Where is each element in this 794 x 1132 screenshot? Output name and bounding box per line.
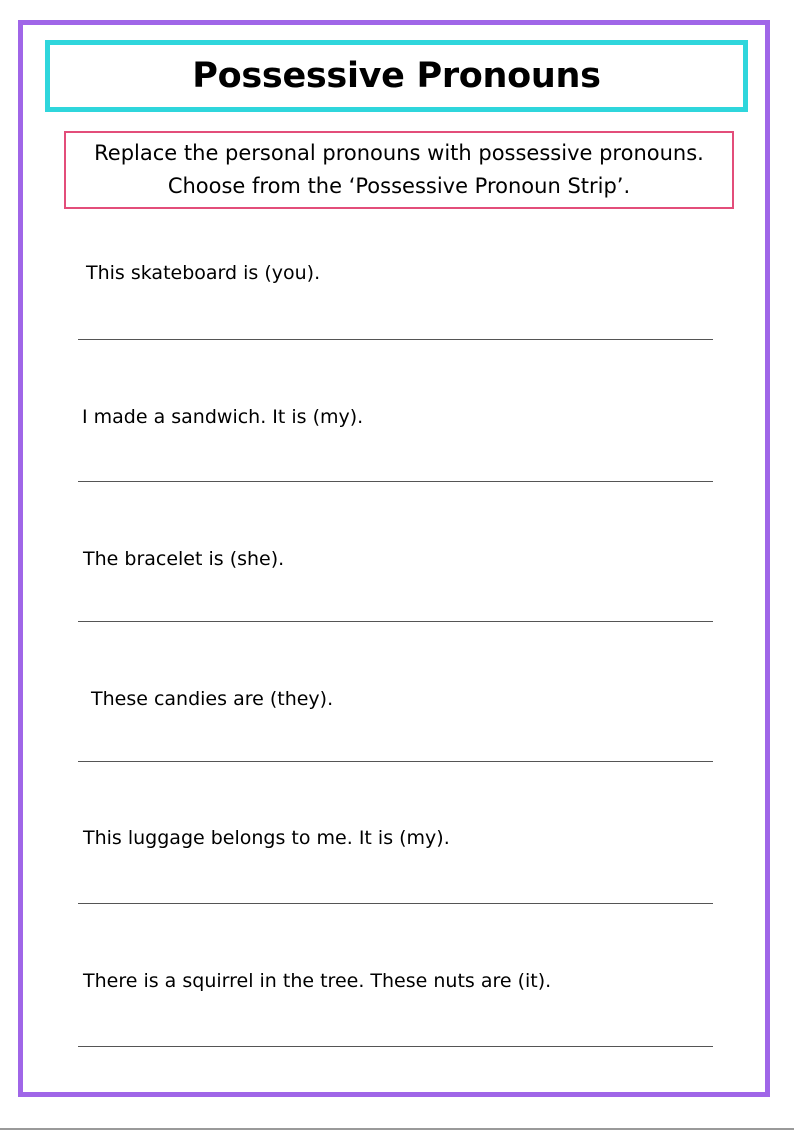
bottom-divider (0, 1128, 794, 1130)
instructions-box (64, 131, 734, 209)
question-text: There is a squirrel in the tree. These nuts are (it). (83, 970, 552, 992)
question-text: The bracelet is (she). (83, 548, 285, 570)
title-box (45, 40, 748, 112)
answer-line[interactable] (78, 339, 713, 340)
question-text: These candies are (they). (91, 688, 334, 710)
instructions-line-1: Replace the personal pronouns with possessive pronouns. (94, 141, 704, 165)
question-text: I made a sandwich. It is (my). (82, 406, 364, 428)
answer-line[interactable] (78, 761, 713, 762)
instructions-line-2: Choose from the ‘Possessive Pronoun Strip’. (167, 174, 631, 198)
answer-line[interactable] (78, 481, 713, 482)
question-text: This luggage belongs to me. It is (my). (83, 827, 450, 849)
answer-line[interactable] (78, 903, 713, 904)
worksheet-title: Possessive Pronouns (192, 56, 601, 96)
answer-line[interactable] (78, 621, 713, 622)
answer-line[interactable] (78, 1046, 713, 1047)
question-text: This skateboard is (you). (86, 262, 321, 284)
